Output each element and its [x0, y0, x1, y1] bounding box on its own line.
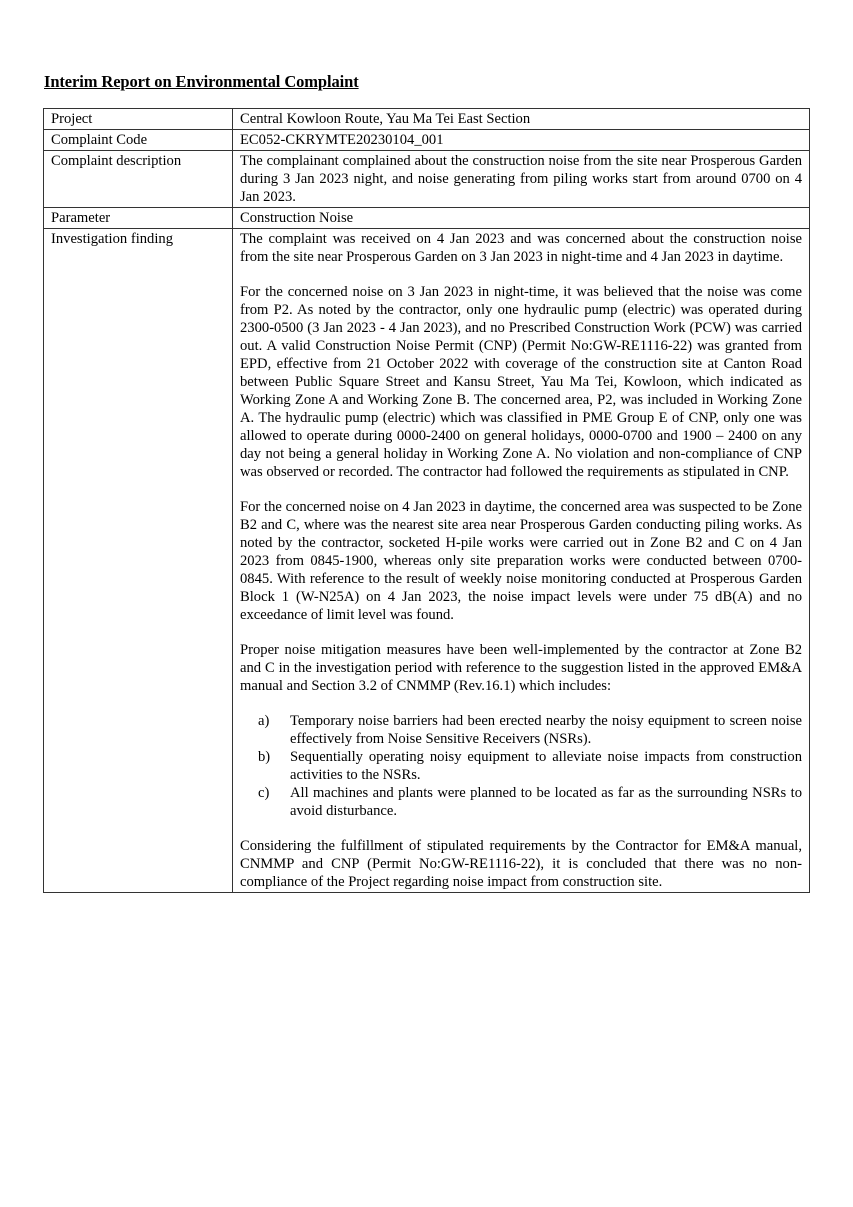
list-item-text: Temporary noise barriers had been erected nearby the noisy equipment to screen noise effectively from Noise Sensitive Receivers (NSRs).	[290, 713, 802, 747]
row-label: Complaint description	[44, 151, 233, 208]
row-value: The complainant complained about the construction noise from the site near Prosperous Garden during 3 Jan 2023 night, and noise generating from piling works start from around 0700 on 4 Jan 2023.	[233, 151, 810, 208]
finding-paragraph: The complaint was received on 4 Jan 2023 and was concerned about the construction noise from the site near Prosperous Garden on 3 Jan 2023 in night-time and 4 Jan 2023 in daytime.	[240, 231, 802, 265]
list-marker: a)	[258, 713, 270, 729]
finding-paragraph: For the concerned noise on 3 Jan 2023 in night-time, it was believed that the noise was come from P2. As noted by the contractor, only one hydraulic pump (electric) was operated during 2300-0500 (3 Jan 2023 - 4 Jan 2023), and no Prescribed Construction Work (PCW) was carried out. A valid Construction Noise Permit (CNP) (Permit No:GW-RE1116-22) was granted from EPD, effective from 21 October 2022 with coverage of the construction site at Canton Road between Public Square Street and Kansu Street, Yau Ma Tei, Kowloon, which indicated as Working Zone A and Working Zone B. The concerned area, P2, was included in Working Zone A. The hydraulic pump (electric) which was classified in PME Group E of CNP, only one was allowed to operate during 0000-2400 on general holidays, 0000-0700 and 1900 – 2400 on any day not being a general holiday in Working Zone A. No violation and non-compliance of CNP was observed or recorded. The contractor had followed the requirements as stipulated in CNP.	[240, 284, 802, 480]
row-label: Parameter	[44, 208, 233, 229]
complaint-table	[43, 108, 810, 893]
list-item-text: Sequentially operating noisy equipment to alleviate noise impacts from construction activities to the NSRs.	[290, 749, 802, 783]
finding-paragraph: For the concerned noise on 4 Jan 2023 in daytime, the concerned area was suspected to be Zone B2 and C, where was the nearest site area near Prosperous Garden conducting piling works. As noted by the contractor, socketed H-pile works were carried out in Zone B2 and C on 4 Jan 2023 from 0845-1900, whereas only site preparation works were conducted between 0700-0845. With reference to the result of weekly noise monitoring conducted at Prosperous Garden Block 1 (W-N25A) on 4 Jan 2023, the noise impact levels were under 75 dB(A) and no exceedance of limit level was found.	[240, 499, 802, 623]
investigation-finding-content	[233, 229, 810, 893]
table-row-project	[44, 109, 810, 130]
mitigation-measures-list	[240, 712, 802, 820]
list-marker: c)	[258, 785, 270, 801]
conclusion-paragraph: Considering the fulfillment of stipulated requirements by the Contractor for EM&A manual, CNMMP and CNP (Permit No:GW-RE1116-22), it is concluded that there was no non-compliance of the Project regarding noise impact from construction site.	[240, 838, 802, 890]
row-label: Investigation finding	[44, 229, 233, 893]
list-item	[240, 712, 802, 748]
table-row-complaint-code	[44, 130, 810, 151]
list-item	[240, 784, 802, 820]
table-row-parameter	[44, 208, 810, 229]
row-value: Construction Noise	[233, 208, 810, 229]
list-item-text: All machines and plants were planned to be located as far as the surrounding NSRs to avoid disturbance.	[290, 785, 802, 819]
row-label: Complaint Code	[44, 130, 233, 151]
table-row-investigation-finding	[44, 229, 810, 893]
row-value: Central Kowloon Route, Yau Ma Tei East Section	[233, 109, 810, 130]
row-value: EC052-CKRYMTE20230104_001	[233, 130, 810, 151]
table-row-complaint-description	[44, 151, 810, 208]
list-marker: b)	[258, 749, 271, 765]
finding-paragraph: Proper noise mitigation measures have been well-implemented by the contractor at Zone B2 and C in the investigation period with reference to the suggestion listed in the approved EM&A manual and Section 3.2 of CNMMP (Rev.16.1) which includes:	[240, 642, 802, 694]
list-item	[240, 748, 802, 784]
row-label: Project	[44, 109, 233, 130]
page-title: Interim Report on Environmental Complaint	[44, 72, 359, 91]
